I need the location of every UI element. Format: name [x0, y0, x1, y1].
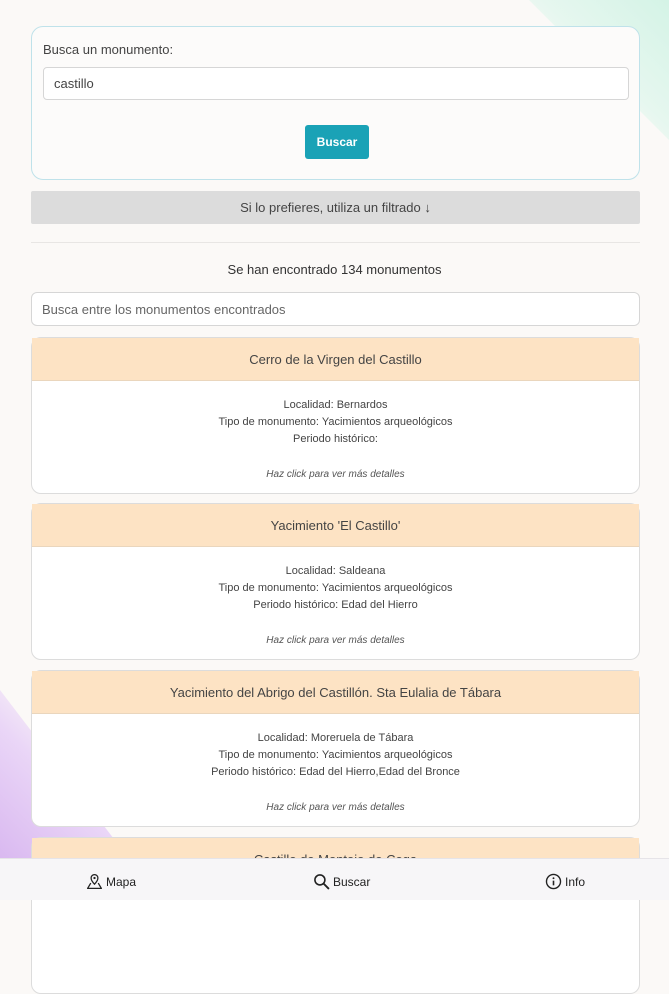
search-button[interactable]: Buscar [305, 125, 369, 159]
bottom-navigation [0, 858, 669, 900]
card-title: Yacimiento 'El Castillo' [32, 504, 639, 547]
card-hint: Haz click para ver más detalles [266, 802, 405, 813]
monument-card[interactable] [31, 670, 640, 827]
card-body [32, 547, 639, 649]
card-hint: Haz click para ver más detalles [266, 469, 405, 480]
card-hint: Haz click para ver más detalles [266, 635, 405, 646]
search-icon [313, 873, 330, 890]
divider [31, 242, 640, 243]
search-input[interactable] [43, 67, 629, 100]
card-body [32, 381, 639, 483]
card-locality: Localidad: Bernardos [283, 399, 388, 411]
monument-card[interactable] [31, 337, 640, 494]
search-label: Busca un monumento: [43, 42, 174, 57]
card-type: Tipo de monumento: Yacimientos arqueológicos [218, 749, 453, 761]
card-period: Periodo histórico: Edad del Hierro [253, 599, 418, 611]
card-type: Tipo de monumento: Yacimientos arqueológicos [218, 416, 453, 428]
card-type: Tipo de monumento: Yacimientos arqueológicos [218, 582, 453, 594]
map-icon [86, 873, 103, 890]
card-period: Periodo histórico: Edad del Hierro,Edad del Bronce [211, 766, 460, 778]
card-locality: Localidad: Moreruela de Tábara [257, 732, 414, 744]
card-title: Yacimiento del Abrigo del Castillón. Sta Eulalia de Tábara [32, 671, 639, 714]
nav-map[interactable] [86, 873, 136, 890]
nav-info[interactable] [545, 873, 585, 890]
info-icon [545, 873, 562, 890]
nav-search[interactable] [313, 873, 370, 890]
nav-info-label: Info [565, 874, 586, 889]
card-locality: Localidad: Saldeana [285, 565, 386, 577]
filter-toggle-button[interactable]: Si lo prefieres, utiliza un filtrado ↓ [31, 191, 640, 224]
monument-card[interactable] [31, 503, 640, 660]
results-filter-input[interactable] [31, 292, 640, 326]
card-period: Periodo histórico: [293, 433, 378, 445]
card-body [32, 714, 639, 816]
nav-map-label: Mapa [106, 874, 137, 889]
results-count: Se han encontrado 134 monumentos [227, 262, 442, 277]
card-title: Cerro de la Virgen del Castillo [32, 338, 639, 381]
nav-search-label: Buscar [333, 874, 371, 889]
search-panel [31, 26, 640, 180]
